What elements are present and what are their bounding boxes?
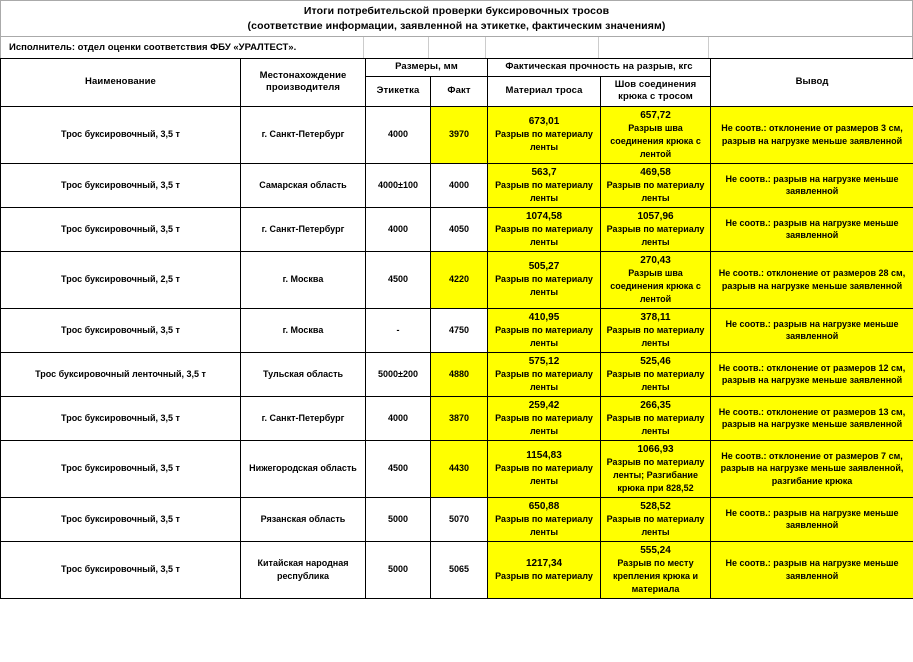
- cell-strength-seam-value: 657,72: [640, 109, 671, 121]
- cell-strength-seam: [601, 396, 711, 440]
- col-header-location: Местонахождение производителя: [241, 59, 366, 107]
- col-header-strength-material: Материал троса: [488, 76, 601, 106]
- cell-strength-seam-value: 469,58: [640, 166, 671, 178]
- cell-strength-seam-value: 378,11: [640, 311, 671, 323]
- cell-strength-material-desc: Разрыв по материалу ленты: [495, 274, 593, 297]
- cell-size-fact-text: 4000: [448, 179, 470, 190]
- col-header-strength-seam: Шов соединения крюка с тросом: [601, 76, 711, 106]
- cell-name-text: Трос буксировочный, 3,5 т: [61, 129, 180, 140]
- cell-size-fact-text: 4880: [448, 368, 470, 379]
- cell-strength-material-value: 650,88: [528, 500, 560, 512]
- cell-strength-material-desc: Разрыв по материалу ленты: [495, 129, 593, 152]
- cell-location: [241, 497, 366, 541]
- cell-name-text: Трос буксировочный, 3,5 т: [61, 463, 180, 474]
- cell-size-label: [366, 497, 431, 541]
- cell-name: [1, 207, 241, 251]
- cell-size-label-text: 5000: [387, 513, 409, 524]
- table-row: [1, 541, 913, 598]
- cell-location: [241, 308, 366, 352]
- cell-name: [1, 251, 241, 308]
- cell-size-fact: [431, 541, 488, 598]
- cell-name: [1, 352, 241, 396]
- cell-size-label-text: 4000: [387, 129, 409, 140]
- table-row: [1, 497, 913, 541]
- cell-strength-material-value: 575,12: [528, 355, 560, 367]
- cell-strength-material-desc: Разрыв по материалу: [495, 570, 593, 581]
- cell-location-text: г. Москва: [282, 274, 324, 285]
- cell-strength-seam-value: 525,46: [640, 355, 671, 367]
- cell-size-fact-text: 4220: [448, 274, 470, 285]
- cell-conclusion: [711, 440, 913, 497]
- cell-size-label-text: 4000: [387, 223, 409, 234]
- cell-conclusion-text: Не соотв.: разрыв на нагрузке меньше заявленной: [725, 217, 899, 240]
- cell-name-text: Трос буксировочный, 3,5 т: [61, 513, 180, 524]
- cell-strength-material-desc: Разрыв по материалу ленты: [495, 324, 593, 348]
- report-title-block: [0, 0, 913, 36]
- exec-divider-3: [485, 37, 486, 58]
- cell-strength-seam: [601, 207, 711, 251]
- col-header-size-label: Этикетка: [366, 76, 431, 106]
- cell-strength-material-desc: Разрыв по материалу ленты: [495, 223, 593, 247]
- cell-conclusion: [711, 396, 913, 440]
- cell-name: [1, 308, 241, 352]
- cell-size-label-text: 4000: [387, 412, 409, 423]
- cell-size-fact: [431, 207, 488, 251]
- cell-size-label-text: 4500: [387, 274, 409, 285]
- cell-conclusion-text: Не соотв.: отклонение от размеров 13 см, разрыв на нагрузке меньше заявленной: [718, 406, 906, 429]
- cell-strength-material-desc: Разрыв по материалу ленты: [495, 463, 593, 486]
- cell-strength-material: [488, 352, 601, 396]
- cell-name: [1, 396, 241, 440]
- table-row: [1, 396, 913, 440]
- cell-conclusion: [711, 497, 913, 541]
- cell-location: [241, 106, 366, 163]
- cell-conclusion: [711, 163, 913, 207]
- cell-name-text: Трос буксировочный, 3,5 т: [61, 223, 180, 234]
- cell-size-fact: [431, 308, 488, 352]
- cell-size-label-text: 4500: [387, 463, 409, 474]
- cell-strength-seam: [601, 352, 711, 396]
- cell-strength-seam-desc: Разрыв по материалу ленты: [606, 223, 705, 247]
- col-header-sizes-group: Размеры, мм: [366, 59, 488, 77]
- executor-strip: [0, 36, 913, 58]
- table-row: [1, 352, 913, 396]
- cell-location: [241, 251, 366, 308]
- exec-divider-5: [708, 37, 709, 58]
- cell-name-text: Трос буксировочный, 3,5 т: [61, 179, 180, 190]
- page-subtitle: (соответствие информации, заявленной на этикетке, фактическим значениям): [247, 20, 666, 32]
- cell-strength-material: [488, 440, 601, 497]
- cell-strength-seam-value: 528,52: [640, 500, 671, 512]
- cell-size-fact-text: 3970: [448, 129, 470, 140]
- cell-conclusion: [711, 106, 913, 163]
- cell-name-text: Трос буксировочный, 3,5 т: [61, 324, 180, 335]
- table-row: [1, 163, 913, 207]
- cell-strength-seam: [601, 106, 711, 163]
- cell-size-label: [366, 440, 431, 497]
- cell-size-fact: [431, 497, 488, 541]
- cell-size-fact: [431, 352, 488, 396]
- cell-name: [1, 541, 241, 598]
- cell-strength-seam-desc: Разрыв по материалу ленты; Разгибание крюка при 828,52: [606, 456, 705, 493]
- cell-strength-material: [488, 251, 601, 308]
- cell-strength-material-value: 410,95: [528, 311, 560, 323]
- table-row: [1, 106, 913, 163]
- cell-strength-material: [488, 106, 601, 163]
- cell-strength-seam-desc: Разрыв по материалу ленты: [606, 513, 705, 537]
- cell-location: [241, 541, 366, 598]
- cell-strength-seam-desc: Разрыв шва соединения крюка с лентой: [610, 122, 701, 159]
- cell-strength-material: [488, 497, 601, 541]
- cell-name-text: Трос буксировочный ленточный, 3,5 т: [35, 368, 206, 379]
- cell-strength-seam-desc: Разрыв шва соединения крюка с лентой: [610, 267, 701, 304]
- cell-strength-seam-desc: Разрыв по материалу ленты: [606, 368, 705, 392]
- cell-location: [241, 440, 366, 497]
- table-row: [1, 308, 913, 352]
- cell-size-fact-text: 3870: [448, 412, 470, 423]
- table-row: [1, 440, 913, 497]
- cell-size-label-text: -: [396, 324, 400, 335]
- col-header-conclusion: Вывод: [711, 59, 913, 107]
- page-title: Итоги потребительской проверки буксировочных тросов: [303, 5, 610, 17]
- cell-conclusion: [711, 352, 913, 396]
- cell-location-text: г. Санкт-Петербург: [261, 223, 345, 234]
- cell-conclusion: [711, 207, 913, 251]
- cell-name-text: Трос буксировочный, 2,5 т: [61, 274, 180, 285]
- cell-name: [1, 497, 241, 541]
- cell-size-fact-text: 4430: [448, 463, 470, 474]
- cell-conclusion: [711, 251, 913, 308]
- cell-location-text: г. Санкт-Петербург: [261, 129, 345, 140]
- cell-size-fact-text: 5065: [448, 564, 470, 575]
- cell-size-label: [366, 251, 431, 308]
- cell-strength-material: [488, 541, 601, 598]
- results-table: [0, 58, 913, 599]
- cell-strength-material-value: 673,01: [528, 116, 560, 127]
- executor-label: Исполнитель: отдел оценки соответствия ФБУ «УРАЛТЕСТ».: [9, 42, 297, 53]
- cell-size-label: [366, 106, 431, 163]
- cell-size-fact: [431, 106, 488, 163]
- cell-location: [241, 352, 366, 396]
- table-body: [1, 106, 913, 598]
- cell-strength-seam-value: 1066,93: [637, 443, 674, 455]
- cell-strength-material: [488, 163, 601, 207]
- cell-conclusion-text: Не соотв.: разрыв на нагрузке меньше заявленной: [725, 558, 899, 581]
- cell-size-label: [366, 308, 431, 352]
- cell-location-text: Рязанская область: [260, 513, 346, 524]
- cell-location: [241, 396, 366, 440]
- cell-location: [241, 207, 366, 251]
- cell-strength-seam-desc: Разрыв по материалу ленты: [606, 324, 705, 348]
- cell-conclusion: [711, 541, 913, 598]
- cell-strength-seam: [601, 163, 711, 207]
- cell-size-label-text: 4000±100: [378, 179, 418, 190]
- cell-size-label-text: 5000: [387, 564, 409, 575]
- cell-strength-material-desc: Разрыв по материалу ленты: [495, 179, 593, 203]
- col-header-strength-group: Фактическая прочность на разрыв, кгс: [488, 59, 711, 77]
- table-row: [1, 207, 913, 251]
- cell-size-fact-text: 5070: [448, 513, 470, 524]
- cell-strength-seam-value: 266,35: [640, 399, 671, 411]
- cell-name: [1, 440, 241, 497]
- cell-size-label: [366, 541, 431, 598]
- cell-strength-seam: [601, 541, 711, 598]
- cell-conclusion-text: Не соотв.: отклонение от размеров 3 см, разрыв на нагрузке меньше заявленной: [721, 123, 903, 146]
- cell-name: [1, 106, 241, 163]
- cell-conclusion-text: Не соотв.: разрыв на нагрузке меньше заявленной: [725, 173, 899, 196]
- cell-strength-material-value: 259,42: [528, 399, 560, 411]
- cell-location-text: Китайская народная республика: [257, 558, 349, 581]
- exec-divider-2: [428, 37, 429, 58]
- table-header: [1, 59, 913, 107]
- cell-size-fact: [431, 163, 488, 207]
- cell-name-text: Трос буксировочный, 3,5 т: [61, 564, 180, 575]
- cell-strength-material: [488, 308, 601, 352]
- cell-conclusion-text: Не соотв.: отклонение от размеров 7 см, разрыв на нагрузке меньше заявленной, разгибание крюка: [720, 450, 904, 486]
- cell-strength-seam-desc: Разрыв по материалу ленты: [606, 412, 705, 436]
- cell-name: [1, 163, 241, 207]
- cell-strength-seam: [601, 440, 711, 497]
- cell-strength-material-desc: Разрыв по материалу ленты: [495, 513, 593, 537]
- cell-conclusion-text: Не соотв.: отклонение от размеров 28 см, разрыв на нагрузке меньше заявленной: [718, 268, 906, 291]
- cell-location-text: Тульская область: [262, 368, 344, 379]
- cell-size-fact: [431, 396, 488, 440]
- cell-location-text: Самарская область: [259, 179, 347, 190]
- cell-strength-seam-desc: Разрыв по материалу ленты: [606, 179, 705, 203]
- col-header-size-fact: Факт: [431, 76, 488, 106]
- cell-location-text: г. Москва: [282, 324, 324, 335]
- cell-conclusion-text: Не соотв.: разрыв на нагрузке меньше заявленной: [725, 318, 899, 341]
- cell-size-label: [366, 352, 431, 396]
- cell-size-label: [366, 207, 431, 251]
- cell-strength-seam: [601, 308, 711, 352]
- cell-strength-seam: [601, 497, 711, 541]
- cell-strength-seam: [601, 251, 711, 308]
- cell-size-fact-text: 4050: [448, 223, 470, 234]
- cell-size-fact: [431, 251, 488, 308]
- cell-strength-material-value: 1217,34: [525, 557, 563, 569]
- header-row-top: [1, 59, 913, 77]
- cell-size-fact-text: 4750: [448, 324, 470, 335]
- cell-size-label: [366, 163, 431, 207]
- cell-name-text: Трос буксировочный, 3,5 т: [61, 412, 180, 423]
- cell-strength-material-value: 563,7: [531, 166, 557, 178]
- cell-location: [241, 163, 366, 207]
- col-header-name: Наименование: [1, 59, 241, 107]
- cell-size-label-text: 5000±200: [378, 368, 418, 379]
- cell-strength-seam-desc: Разрыв по месту крепления крюка и материала: [613, 557, 699, 594]
- cell-strength-material: [488, 207, 601, 251]
- exec-divider-4: [598, 37, 599, 58]
- cell-conclusion-text: Не соотв.: разрыв на нагрузке меньше заявленной: [725, 507, 899, 530]
- cell-size-label: [366, 396, 431, 440]
- cell-conclusion: [711, 308, 913, 352]
- cell-strength-seam-value: 555,24: [640, 544, 671, 556]
- cell-location-text: г. Санкт-Петербург: [261, 412, 345, 423]
- cell-size-fact: [431, 440, 488, 497]
- cell-strength-material-value: 1154,83: [526, 450, 562, 461]
- cell-strength-material-desc: Разрыв по материалу ленты: [495, 412, 593, 436]
- cell-strength-seam-value: 270,43: [640, 254, 671, 266]
- cell-strength-seam-value: 1057,96: [637, 210, 674, 222]
- cell-conclusion-text: Не соотв.: отклонение от размеров 12 см, разрыв на нагрузке меньше заявленной: [718, 362, 906, 385]
- cell-strength-material: [488, 396, 601, 440]
- cell-location-text: Нижегородская область: [249, 463, 357, 474]
- cell-strength-material-value: 505,27: [528, 261, 560, 272]
- cell-strength-material-desc: Разрыв по материалу ленты: [495, 368, 593, 392]
- exec-divider-1: [363, 37, 364, 58]
- table-row: [1, 251, 913, 308]
- cell-strength-material-value: 1074,58: [525, 210, 563, 222]
